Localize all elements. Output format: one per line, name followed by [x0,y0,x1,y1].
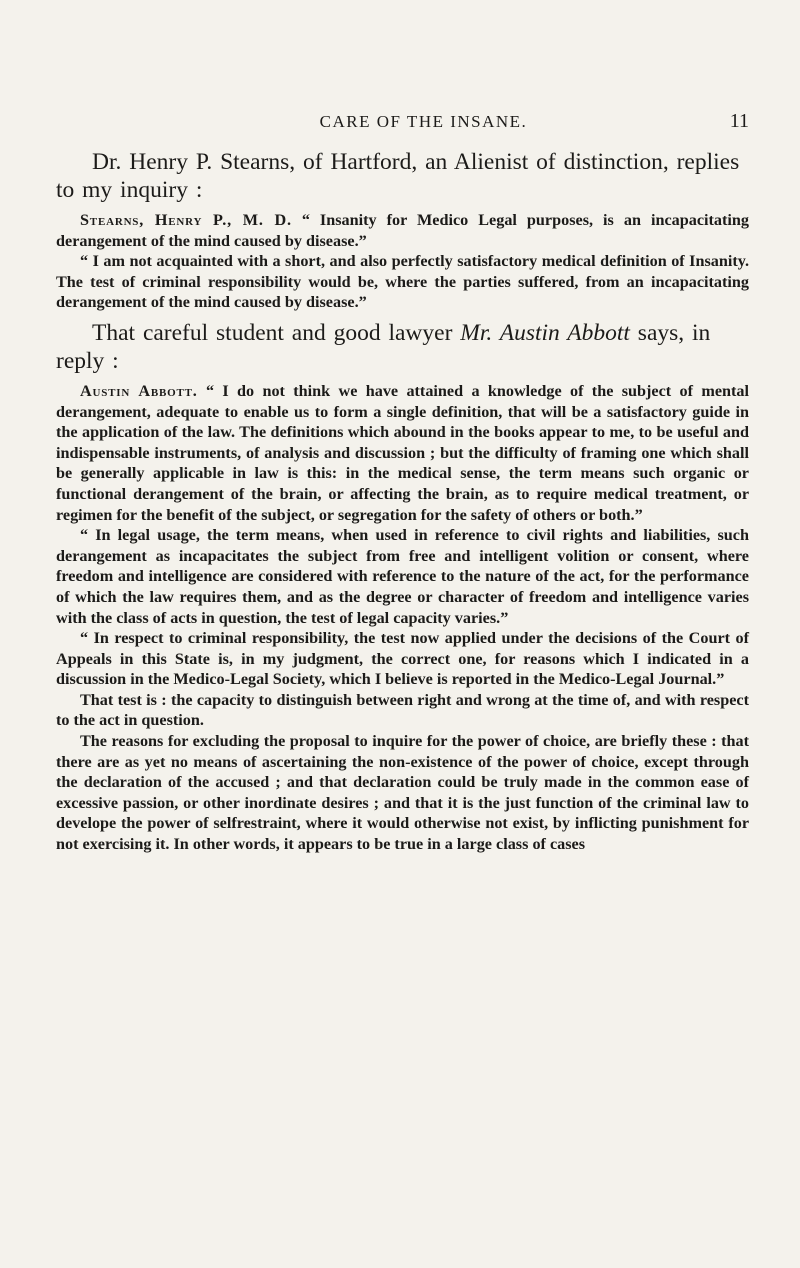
abbott-reply-paragraph-5: The reasons for excluding the proposal to inquire for the power of choice, are briefly these : that there are as yet no means of ascertaining the non-existence of the power of choice, except through the declaration of the accused ; and that declaration could be truly made in the common ease of excessive passion, or other inordinate desires ; and that it is the just function of the criminal law to develope the power of selfrestraint, where it would otherwise not exist, by inflicting punishment for not exercising it. In other words, it appears to be true in a large class of cases [56,732,749,854]
abbott-reply-paragraph-4: That test is : the capacity to distinguish between right and wrong at the time of, and with respect to the act in question. [56,690,749,730]
abbott-name: Austin Abbott. [80,381,198,400]
abbott-reply-text-1: “ I do not think we have attained a knowledge of the subject of mental derangement, adequate to enable us to form a single definition, that will be a satisfactory guide in the application of the law. The definitions which abound in the books appear to me, to be useful and indispensable instruments, of analysis and discussion ; but the difficulty of framing one which shall be generally applicable in law is this: in the medical sense, the term means such organic or functional derangement of the brain, or affecting the brain, as to require medical treatment, or regimen for the benefit of the subject, or segregation for the safety of others or both.” [56,381,749,524]
abbott-intro-end: says, in reply : [56,319,711,374]
body-text [56,148,749,855]
abbott-reply-paragraph-2: “ In legal usage, the term means, when used in reference to civil rights and liabilities, such derangement as incapacitates the subject from free and intelligent volition or consent, where freedom and intelligence are considered with reference to the nature of the act, for the performance of which the law requires them, and as the degree or character of freedom and intelligence varies with the class of acts in question, the test of legal capacity varies.” [56,526,749,627]
abbott-intro-start: That careful student and good lawyer [92,319,461,346]
abbott-reply-paragraph-1 [56,381,749,525]
abbott-intro-paragraph [56,319,749,375]
abbott-reply-paragraph-3: “ In respect to criminal responsibility, the test now applied under the decisions of the Court of Appeals in this State is, in my judgment, the correct one, for reasons which I indicated in a discussion in the Medico-Legal Society, which I believe is reported in the Medico-Legal Journal.” [56,629,749,689]
stearns-reply-text: “ Insanity for Medico Legal purposes, is an incapacitating derangement of the mind caused by disease.” [56,211,749,250]
stearns-name: Stearns, Henry P., M. D. [80,211,292,229]
running-title: CARE OF THE INSANE. [319,112,528,131]
stearns-reply-paragraph-2: “ I am not acquainted with a short, and also perfectly satisfactory medical definition of Insanity. The test of criminal responsibility would be, where the parties suffered, from an incapacitating derangement of the mind caused by disease.” [56,252,749,312]
page-number: 11 [729,110,749,132]
abbott-intro-name: Mr. Austin Abbott [460,319,630,346]
running-head [56,112,749,136]
stearns-reply-paragraph [56,210,749,251]
stearns-intro-paragraph: Dr. Henry P. Stearns, of Hartford, an Alienist of distinction, replies to my inquiry : [56,149,740,203]
